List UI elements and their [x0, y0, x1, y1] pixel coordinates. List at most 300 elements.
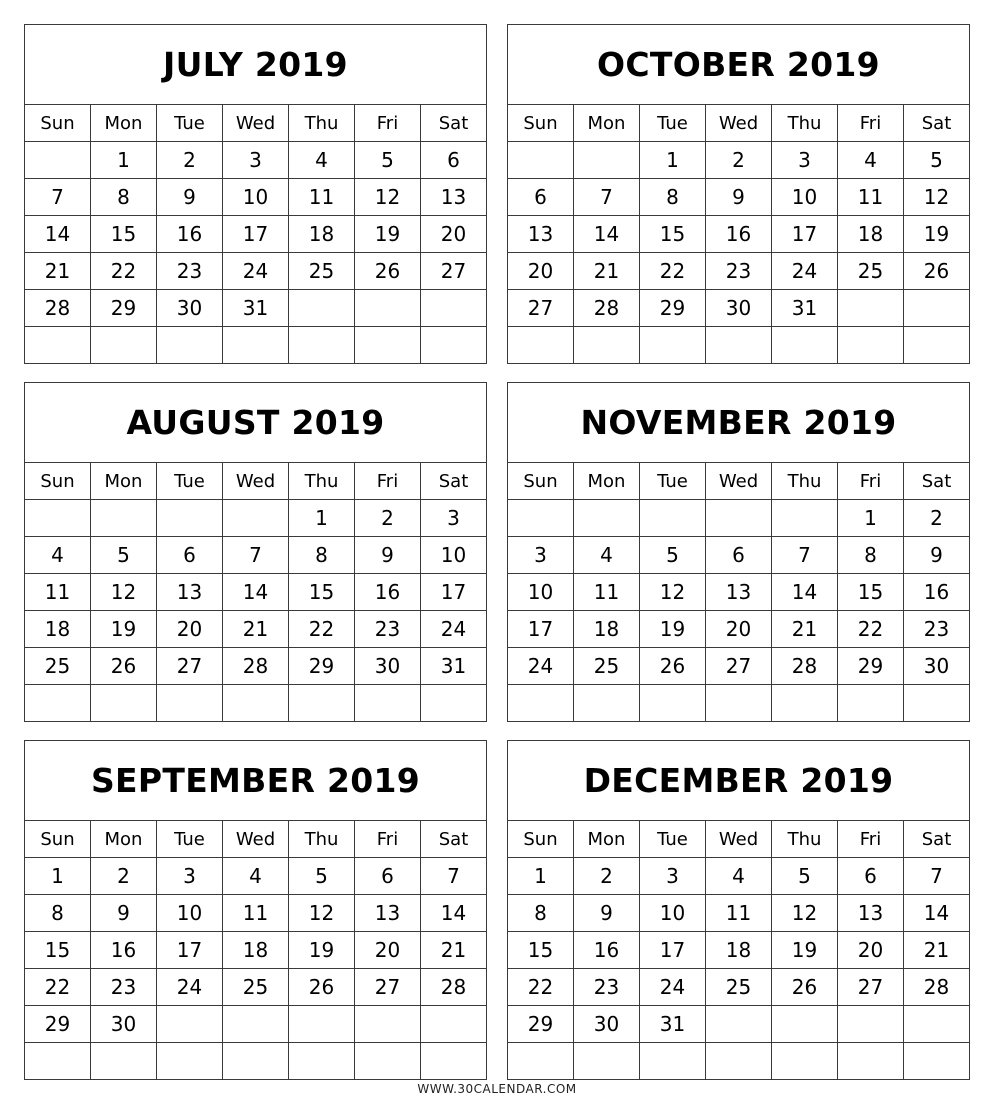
day-cell [640, 500, 706, 537]
day-cell: 15 [25, 932, 91, 969]
weekday-header: Wed [706, 105, 772, 142]
day-cell: 22 [640, 253, 706, 290]
day-cell [25, 685, 91, 722]
day-cell: 19 [772, 932, 838, 969]
day-cell: 26 [355, 253, 421, 290]
day-cell: 9 [91, 895, 157, 932]
week-row [508, 895, 970, 932]
week-row [508, 142, 970, 179]
day-cell: 31 [640, 1006, 706, 1043]
weekday-header: Wed [223, 105, 289, 142]
day-cell: 17 [772, 216, 838, 253]
day-cell [574, 327, 640, 364]
day-cell: 11 [838, 179, 904, 216]
day-cell: 31 [223, 290, 289, 327]
day-cell: 20 [421, 216, 487, 253]
week-row [508, 290, 970, 327]
day-cell: 31 [772, 290, 838, 327]
week-row [25, 537, 487, 574]
day-cell: 22 [838, 611, 904, 648]
weekday-header: Tue [157, 105, 223, 142]
day-cell: 8 [838, 537, 904, 574]
day-cell: 18 [223, 932, 289, 969]
weekday-header: Tue [157, 821, 223, 858]
day-cell: 2 [574, 858, 640, 895]
day-cell [838, 327, 904, 364]
week-row [25, 327, 487, 364]
day-cell: 9 [355, 537, 421, 574]
day-cell: 28 [772, 648, 838, 685]
day-cell: 11 [25, 574, 91, 611]
day-cell: 28 [574, 290, 640, 327]
day-cell: 16 [574, 932, 640, 969]
day-cell: 20 [838, 932, 904, 969]
day-cell: 29 [838, 648, 904, 685]
weekday-header: Fri [355, 821, 421, 858]
day-cell [706, 1006, 772, 1043]
day-cell: 27 [157, 648, 223, 685]
day-cell [772, 1006, 838, 1043]
week-row [25, 253, 487, 290]
day-cell: 24 [640, 969, 706, 1006]
day-cell: 2 [706, 142, 772, 179]
weekday-header: Sat [421, 105, 487, 142]
day-cell: 25 [574, 648, 640, 685]
day-cell: 20 [706, 611, 772, 648]
day-cell: 10 [772, 179, 838, 216]
day-cell: 27 [838, 969, 904, 1006]
day-cell [706, 685, 772, 722]
day-cell [223, 327, 289, 364]
day-cell: 26 [904, 253, 970, 290]
day-cell: 13 [355, 895, 421, 932]
day-cell: 5 [904, 142, 970, 179]
week-row [25, 858, 487, 895]
month-title: OCTOBER 2019 [508, 25, 970, 105]
day-cell: 18 [289, 216, 355, 253]
day-cell [706, 500, 772, 537]
weekday-header: Tue [157, 463, 223, 500]
day-cell: 17 [640, 932, 706, 969]
day-cell: 16 [706, 216, 772, 253]
day-cell [640, 1043, 706, 1080]
week-row [25, 611, 487, 648]
day-cell: 21 [421, 932, 487, 969]
day-cell: 30 [157, 290, 223, 327]
day-cell: 4 [706, 858, 772, 895]
day-cell: 19 [640, 611, 706, 648]
day-cell: 9 [157, 179, 223, 216]
day-cell [223, 1043, 289, 1080]
day-cell: 13 [838, 895, 904, 932]
week-row [25, 969, 487, 1006]
day-cell: 22 [25, 969, 91, 1006]
week-row [508, 216, 970, 253]
day-cell: 28 [223, 648, 289, 685]
day-cell: 25 [25, 648, 91, 685]
day-cell: 24 [508, 648, 574, 685]
day-cell: 4 [574, 537, 640, 574]
day-cell [706, 1043, 772, 1080]
day-cell: 7 [574, 179, 640, 216]
day-cell [289, 1043, 355, 1080]
day-cell [157, 685, 223, 722]
weekday-header: Mon [91, 821, 157, 858]
day-cell: 14 [772, 574, 838, 611]
website-footer: WWW.30CALENDAR.COM [417, 1082, 577, 1096]
day-cell [421, 685, 487, 722]
calendar-grid [24, 24, 970, 1080]
day-cell [772, 327, 838, 364]
day-cell: 29 [91, 290, 157, 327]
day-cell: 9 [574, 895, 640, 932]
day-cell: 8 [289, 537, 355, 574]
day-cell: 23 [574, 969, 640, 1006]
day-cell [838, 290, 904, 327]
day-cell [904, 1006, 970, 1043]
day-cell: 25 [289, 253, 355, 290]
day-cell: 12 [640, 574, 706, 611]
day-cell: 6 [706, 537, 772, 574]
day-cell: 1 [838, 500, 904, 537]
day-cell [223, 500, 289, 537]
week-row [508, 685, 970, 722]
day-cell: 3 [223, 142, 289, 179]
day-cell [289, 327, 355, 364]
day-cell: 9 [706, 179, 772, 216]
day-cell: 2 [91, 858, 157, 895]
day-cell: 17 [508, 611, 574, 648]
day-cell [706, 327, 772, 364]
month-calendar [24, 382, 487, 722]
day-cell [640, 327, 706, 364]
weekday-header: Sat [904, 105, 970, 142]
week-row [508, 327, 970, 364]
day-cell: 3 [772, 142, 838, 179]
weekday-header: Fri [838, 105, 904, 142]
month-title: NOVEMBER 2019 [508, 383, 970, 463]
month-title: JULY 2019 [25, 25, 487, 105]
day-cell: 6 [838, 858, 904, 895]
day-cell: 13 [706, 574, 772, 611]
day-cell [91, 685, 157, 722]
day-cell: 12 [904, 179, 970, 216]
day-cell [508, 685, 574, 722]
day-cell [355, 1006, 421, 1043]
week-row [508, 932, 970, 969]
weekday-header: Mon [91, 105, 157, 142]
weekday-header: Mon [574, 821, 640, 858]
day-cell: 7 [904, 858, 970, 895]
week-row [508, 611, 970, 648]
day-cell: 24 [772, 253, 838, 290]
day-cell: 5 [355, 142, 421, 179]
weekday-header: Wed [706, 463, 772, 500]
weekday-header: Tue [640, 105, 706, 142]
day-cell: 1 [25, 858, 91, 895]
day-cell [421, 327, 487, 364]
day-cell: 7 [223, 537, 289, 574]
week-row [508, 253, 970, 290]
week-row [508, 500, 970, 537]
day-cell: 12 [289, 895, 355, 932]
day-cell: 5 [772, 858, 838, 895]
day-cell [421, 290, 487, 327]
day-cell: 22 [91, 253, 157, 290]
month-title: DECEMBER 2019 [508, 741, 970, 821]
week-row [508, 1043, 970, 1080]
day-cell: 29 [289, 648, 355, 685]
day-cell: 17 [223, 216, 289, 253]
day-cell: 24 [421, 611, 487, 648]
weekday-header: Fri [838, 463, 904, 500]
weekday-header: Sat [421, 463, 487, 500]
day-cell: 7 [421, 858, 487, 895]
day-cell [904, 290, 970, 327]
weekday-header: Thu [289, 821, 355, 858]
day-cell [508, 1043, 574, 1080]
day-cell [574, 1043, 640, 1080]
month-calendar [507, 740, 970, 1080]
day-cell [574, 500, 640, 537]
day-cell: 3 [508, 537, 574, 574]
week-row [508, 1006, 970, 1043]
day-cell [91, 500, 157, 537]
day-cell: 21 [904, 932, 970, 969]
month-calendar [507, 382, 970, 722]
day-cell: 16 [91, 932, 157, 969]
day-cell: 12 [355, 179, 421, 216]
day-cell [508, 327, 574, 364]
weekday-header: Thu [772, 821, 838, 858]
day-cell: 24 [157, 969, 223, 1006]
month-title: SEPTEMBER 2019 [25, 741, 487, 821]
weekday-header: Tue [640, 463, 706, 500]
day-cell [157, 500, 223, 537]
day-cell: 30 [904, 648, 970, 685]
day-cell: 19 [91, 611, 157, 648]
month-calendar [24, 24, 487, 364]
day-cell [640, 685, 706, 722]
day-cell: 26 [91, 648, 157, 685]
day-cell: 14 [904, 895, 970, 932]
day-cell: 1 [640, 142, 706, 179]
day-cell [223, 1006, 289, 1043]
day-cell: 16 [157, 216, 223, 253]
day-cell: 7 [25, 179, 91, 216]
day-cell: 4 [223, 858, 289, 895]
day-cell [91, 1043, 157, 1080]
day-cell: 17 [421, 574, 487, 611]
day-cell: 12 [772, 895, 838, 932]
day-cell: 31 [421, 648, 487, 685]
day-cell: 6 [508, 179, 574, 216]
day-cell [355, 1043, 421, 1080]
day-cell [157, 327, 223, 364]
day-cell: 27 [706, 648, 772, 685]
day-cell: 10 [157, 895, 223, 932]
day-cell: 19 [289, 932, 355, 969]
day-cell: 14 [223, 574, 289, 611]
day-cell: 8 [640, 179, 706, 216]
day-cell [772, 1043, 838, 1080]
day-cell: 21 [25, 253, 91, 290]
day-cell [289, 685, 355, 722]
day-cell: 28 [904, 969, 970, 1006]
week-row [508, 648, 970, 685]
day-cell: 3 [157, 858, 223, 895]
day-cell [772, 500, 838, 537]
day-cell: 24 [223, 253, 289, 290]
day-cell: 13 [508, 216, 574, 253]
day-cell: 3 [640, 858, 706, 895]
week-row [25, 932, 487, 969]
day-cell: 22 [508, 969, 574, 1006]
week-row [25, 179, 487, 216]
week-row [25, 1043, 487, 1080]
day-cell [157, 1043, 223, 1080]
day-cell: 8 [508, 895, 574, 932]
day-cell: 23 [91, 969, 157, 1006]
weekday-header: Thu [289, 105, 355, 142]
day-cell [25, 142, 91, 179]
week-row [25, 290, 487, 327]
day-cell [904, 685, 970, 722]
day-cell: 29 [25, 1006, 91, 1043]
day-cell: 27 [508, 290, 574, 327]
day-cell: 15 [289, 574, 355, 611]
day-cell: 20 [157, 611, 223, 648]
week-row [25, 685, 487, 722]
day-cell: 4 [289, 142, 355, 179]
day-cell: 15 [91, 216, 157, 253]
day-cell: 16 [355, 574, 421, 611]
day-cell: 26 [640, 648, 706, 685]
day-cell: 27 [421, 253, 487, 290]
day-cell: 20 [355, 932, 421, 969]
weekday-header: Tue [640, 821, 706, 858]
weekday-header: Mon [91, 463, 157, 500]
day-cell: 3 [421, 500, 487, 537]
day-cell [25, 500, 91, 537]
day-cell: 15 [508, 932, 574, 969]
day-cell [25, 327, 91, 364]
weekday-header: Wed [706, 821, 772, 858]
day-cell [574, 142, 640, 179]
day-cell: 6 [421, 142, 487, 179]
day-cell [25, 1043, 91, 1080]
day-cell: 9 [904, 537, 970, 574]
day-cell [904, 327, 970, 364]
day-cell: 11 [706, 895, 772, 932]
day-cell: 18 [574, 611, 640, 648]
day-cell: 28 [421, 969, 487, 1006]
week-row [508, 574, 970, 611]
day-cell: 5 [91, 537, 157, 574]
day-cell: 23 [355, 611, 421, 648]
day-cell: 29 [640, 290, 706, 327]
week-row [25, 895, 487, 932]
day-cell: 1 [289, 500, 355, 537]
day-cell: 2 [157, 142, 223, 179]
day-cell [904, 1043, 970, 1080]
weekday-header: Fri [838, 821, 904, 858]
day-cell: 10 [640, 895, 706, 932]
month-title: AUGUST 2019 [25, 383, 487, 463]
day-cell [157, 1006, 223, 1043]
weekday-header: Sun [25, 821, 91, 858]
day-cell: 10 [508, 574, 574, 611]
day-cell [289, 290, 355, 327]
day-cell: 10 [223, 179, 289, 216]
day-cell: 11 [574, 574, 640, 611]
day-cell: 2 [355, 500, 421, 537]
weekday-header: Fri [355, 105, 421, 142]
day-cell: 2 [904, 500, 970, 537]
day-cell: 13 [421, 179, 487, 216]
day-cell: 18 [838, 216, 904, 253]
day-cell [355, 685, 421, 722]
week-row [508, 858, 970, 895]
day-cell: 30 [355, 648, 421, 685]
weekday-header: Wed [223, 821, 289, 858]
day-cell: 5 [289, 858, 355, 895]
day-cell: 21 [574, 253, 640, 290]
day-cell: 11 [289, 179, 355, 216]
day-cell: 8 [91, 179, 157, 216]
day-cell: 25 [223, 969, 289, 1006]
weekday-header: Thu [772, 105, 838, 142]
day-cell: 19 [355, 216, 421, 253]
day-cell: 6 [157, 537, 223, 574]
day-cell: 12 [91, 574, 157, 611]
day-cell [508, 142, 574, 179]
day-cell: 17 [157, 932, 223, 969]
day-cell: 21 [223, 611, 289, 648]
day-cell: 18 [25, 611, 91, 648]
day-cell: 21 [772, 611, 838, 648]
weekday-header: Mon [574, 105, 640, 142]
day-cell [355, 290, 421, 327]
day-cell [838, 1006, 904, 1043]
day-cell: 18 [706, 932, 772, 969]
week-row [25, 500, 487, 537]
day-cell: 23 [706, 253, 772, 290]
week-row [508, 537, 970, 574]
month-calendar [507, 24, 970, 364]
day-cell: 19 [904, 216, 970, 253]
weekday-header: Sun [508, 105, 574, 142]
weekday-header: Mon [574, 463, 640, 500]
day-cell [838, 685, 904, 722]
day-cell [355, 327, 421, 364]
day-cell: 15 [640, 216, 706, 253]
day-cell: 13 [157, 574, 223, 611]
day-cell: 28 [25, 290, 91, 327]
weekday-header: Sat [904, 463, 970, 500]
weekday-header: Sat [421, 821, 487, 858]
day-cell: 25 [706, 969, 772, 1006]
day-cell: 30 [574, 1006, 640, 1043]
month-calendar [24, 740, 487, 1080]
day-cell: 26 [289, 969, 355, 1006]
day-cell: 26 [772, 969, 838, 1006]
day-cell: 20 [508, 253, 574, 290]
day-cell: 15 [838, 574, 904, 611]
day-cell: 16 [904, 574, 970, 611]
day-cell [421, 1043, 487, 1080]
day-cell: 22 [289, 611, 355, 648]
